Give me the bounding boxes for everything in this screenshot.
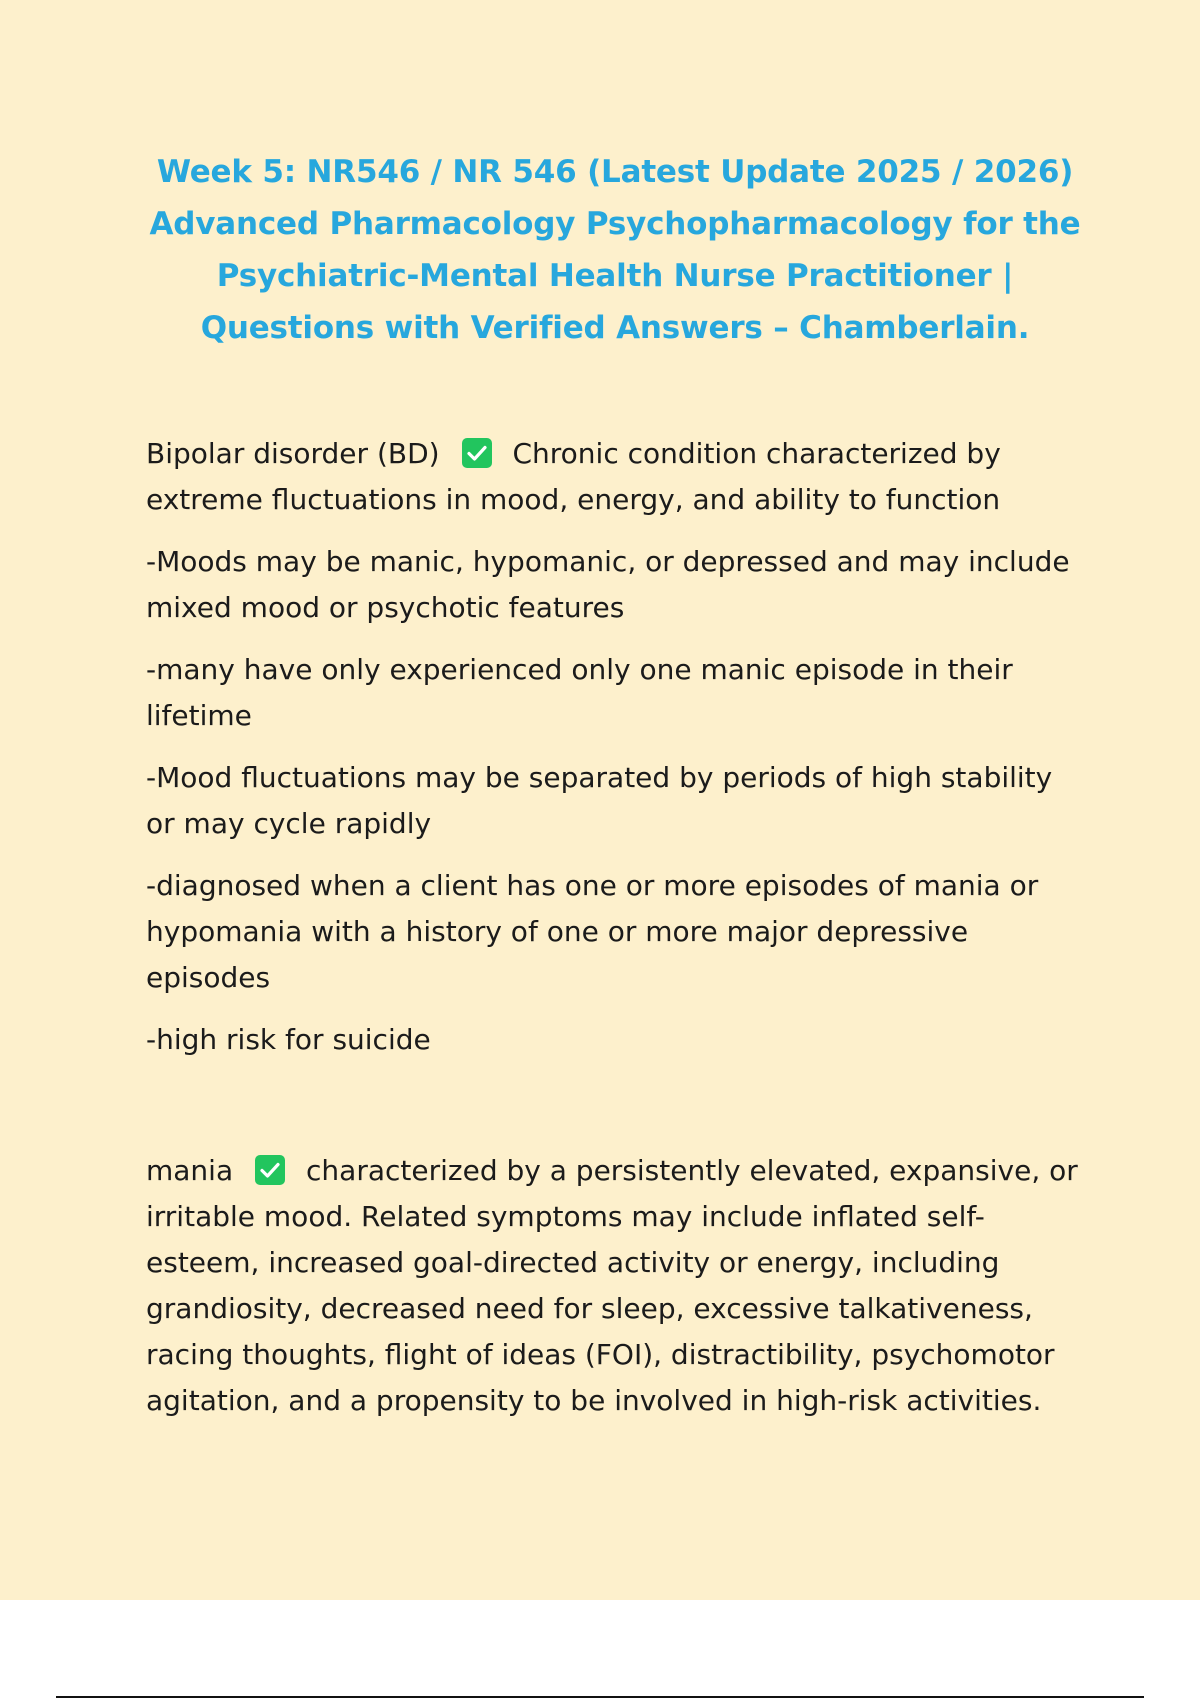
- entry-point: -diagnosed when a client has one or more episodes of mania or hypomania with a history of one or more major depressive episodes: [146, 869, 1039, 994]
- entry-definition: characterized by a persistently elevated, expansive, or irritable mood. Related symptoms may include inflated self-esteem, increased goal-directed activity or energy, including grandiosity, decreased need for sleep, excessive talkativeness, racing thoughts, flight of ideas (FOI), distractibility, psychomotor agitation, and a propensity to be involved in high-risk activities.: [146, 1154, 1078, 1417]
- title-line: Advanced Pharmacology Psychopharmacology for the: [149, 206, 1081, 242]
- entry-question: [146, 1148, 1086, 1424]
- entry-definition: Chronic condition characterized by extreme fluctuations in mood, energy, and ability to function: [146, 437, 1001, 516]
- title-line: Psychiatric-Mental Health Nurse Practitioner |: [216, 258, 1014, 294]
- title-line: Questions with Verified Answers – Chamberlain.: [200, 310, 1030, 346]
- entry-point: -Moods may be manic, hypomanic, or depressed and may include mixed mood or psychotic features: [146, 545, 1070, 624]
- entry-term: mania: [146, 1154, 234, 1187]
- check-mark-icon: [255, 1155, 285, 1185]
- entry-point: -Mood fluctuations may be separated by periods of high stability or may cycle rapidly: [146, 761, 1053, 840]
- qa-entry-bipolar-disorder: [146, 431, 1086, 1079]
- check-mark-icon: [462, 438, 492, 468]
- qa-entry-mania: [146, 1148, 1086, 1440]
- title-line: Week 5: NR546 / NR 546 (Latest Update 2025 / 2026): [156, 154, 1074, 190]
- page-divider: [56, 1696, 1144, 1698]
- entry-term: Bipolar disorder (BD): [146, 437, 440, 470]
- document-title: [120, 146, 1110, 354]
- entry-point: -high risk for suicide: [146, 1023, 431, 1056]
- entry-question: [146, 431, 1086, 523]
- entry-point: -many have only experienced only one manic episode in their lifetime: [146, 653, 1013, 732]
